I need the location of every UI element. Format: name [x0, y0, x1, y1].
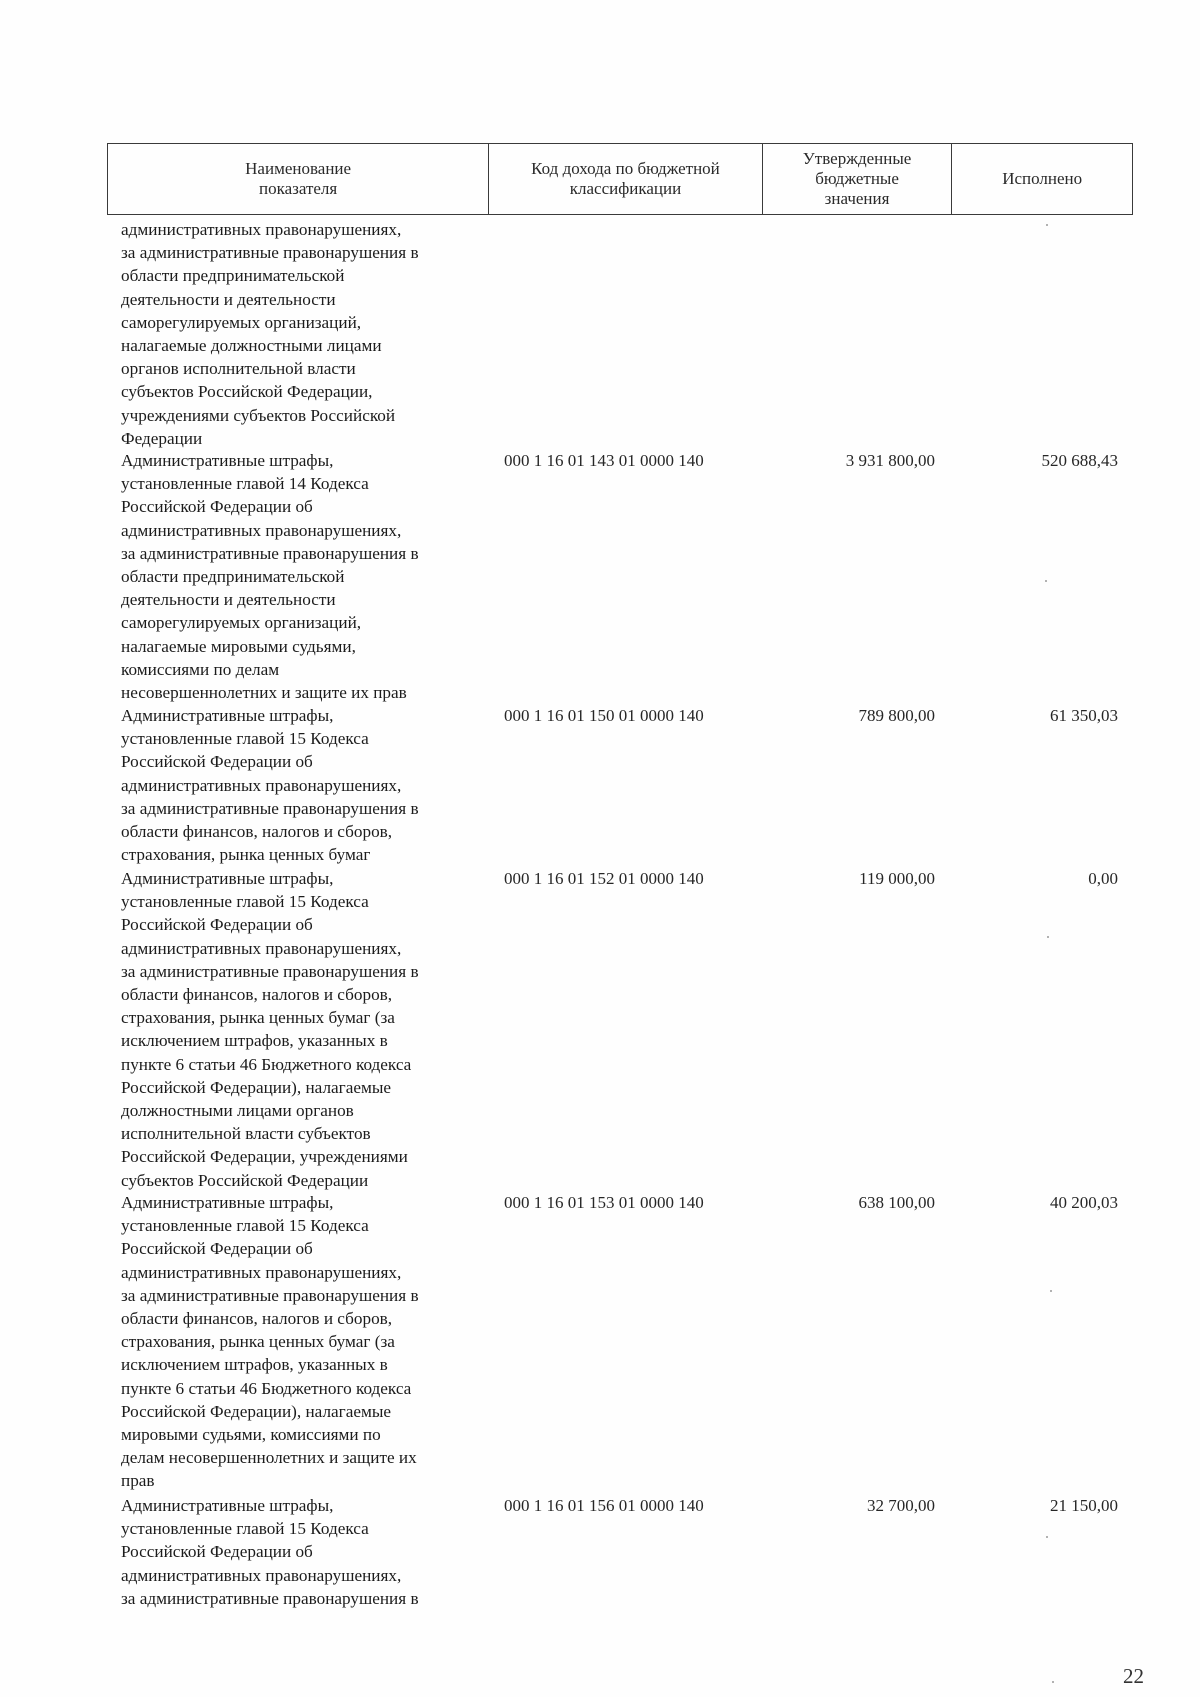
page-number: 22: [1123, 1664, 1144, 1688]
row-approved-value: 119 000,00: [859, 869, 935, 888]
row-executed-value: 61 350,03: [1050, 706, 1118, 725]
scan-speck: [1052, 1681, 1054, 1683]
row-executed-value: 40 200,03: [1050, 1193, 1118, 1212]
row-approved-value: 32 700,00: [867, 1496, 935, 1515]
row-approved-value: 3 931 800,00: [845, 451, 935, 470]
row-executed-value: 21 150,00: [1050, 1496, 1118, 1515]
row-budget-code: 000 1 16 01 150 01 0000 140: [504, 706, 704, 725]
header-budget-code: [489, 144, 762, 214]
row-budget-code: 000 1 16 01 156 01 0000 140: [504, 1496, 704, 1515]
header-executed-text: Исполнено: [1002, 169, 1083, 188]
row-approved-value: 638 100,00: [858, 1193, 935, 1212]
scan-speck: [1046, 1536, 1048, 1538]
row-executed-value: 520 688,43: [1041, 451, 1118, 470]
row-executed-value: 0,00: [1088, 869, 1118, 888]
scan-speck: [1045, 580, 1047, 582]
header-budget-code-text: Код дохода по бюджетной классификации: [531, 159, 720, 198]
row-approved-value: 789 800,00: [858, 706, 935, 725]
header-approved-values: [763, 144, 953, 214]
header-indicator-name-text: Наименование показателя: [245, 159, 352, 198]
row-budget-code: 000 1 16 01 153 01 0000 140: [504, 1193, 704, 1212]
scan-speck: [1046, 224, 1048, 226]
continued-row-name: административных правонарушениях, за административные правонарушения в области предпринимательской деятельности и деятельности саморегулируемых организаций, налагаемые должностными лицами органов исполнительной власти субъектов Российской Федерации, учреждениями субъектов Российской Федерации: [121, 220, 419, 448]
row-budget-code: 000 1 16 01 152 01 0000 140: [504, 869, 704, 888]
scan-speck: [1050, 1290, 1052, 1292]
row-indicator-name: Административные штрафы, установленные главой 15 Кодекса Российской Федерации об административных правонарушениях, за административные правонарушения в области финансов, налогов и сборов, страхования, рынка ценных бумаг (за исключением штрафов, указанных в пункте 6 статьи 46 Бюджетного кодекса Российской Федерации), налагаемые должностными лицами органов исполнительной власти субъектов Российской Федерации, учреждениями субъектов Российской Федерации: [121, 869, 419, 1190]
row-indicator-name: Административные штрафы, установленные главой 15 Кодекса Российской Федерации об административных правонарушениях, за административные правонарушения в: [121, 1496, 419, 1608]
header-approved-values-text: Утвержденные бюджетные значения: [802, 149, 912, 208]
row-indicator-name: Административные штрафы, установленные главой 15 Кодекса Российской Федерации об административных правонарушениях, за административные правонарушения в области финансов, налогов и сборов, страхования, рынка ценных бумаг (за исключением штрафов, указанных в пункте 6 статьи 46 Бюджетного кодекса Российской Федерации), налагаемые мировыми судьями, комиссиями по делам несовершеннолетних и защите их прав: [121, 1193, 419, 1491]
header-indicator-name: [108, 144, 489, 214]
scan-speck: [1047, 936, 1049, 938]
row-indicator-name: Административные штрафы, установленные главой 15 Кодекса Российской Федерации об административных правонарушениях, за административные правонарушения в области финансов, налогов и сборов, страхования, рынка ценных бумаг: [121, 706, 419, 865]
table-header: [107, 143, 1133, 215]
row-budget-code: 000 1 16 01 143 01 0000 140: [504, 451, 704, 470]
header-executed: [952, 144, 1132, 214]
row-indicator-name: Административные штрафы, установленные главой 14 Кодекса Российской Федерации об административных правонарушениях, за административные правонарушения в области предпринимательской деятельности и деятельности саморегулируемых организаций, налагаемые мировыми судьями, комиссиями по делам несовершеннолетних и защите их прав: [121, 451, 419, 703]
